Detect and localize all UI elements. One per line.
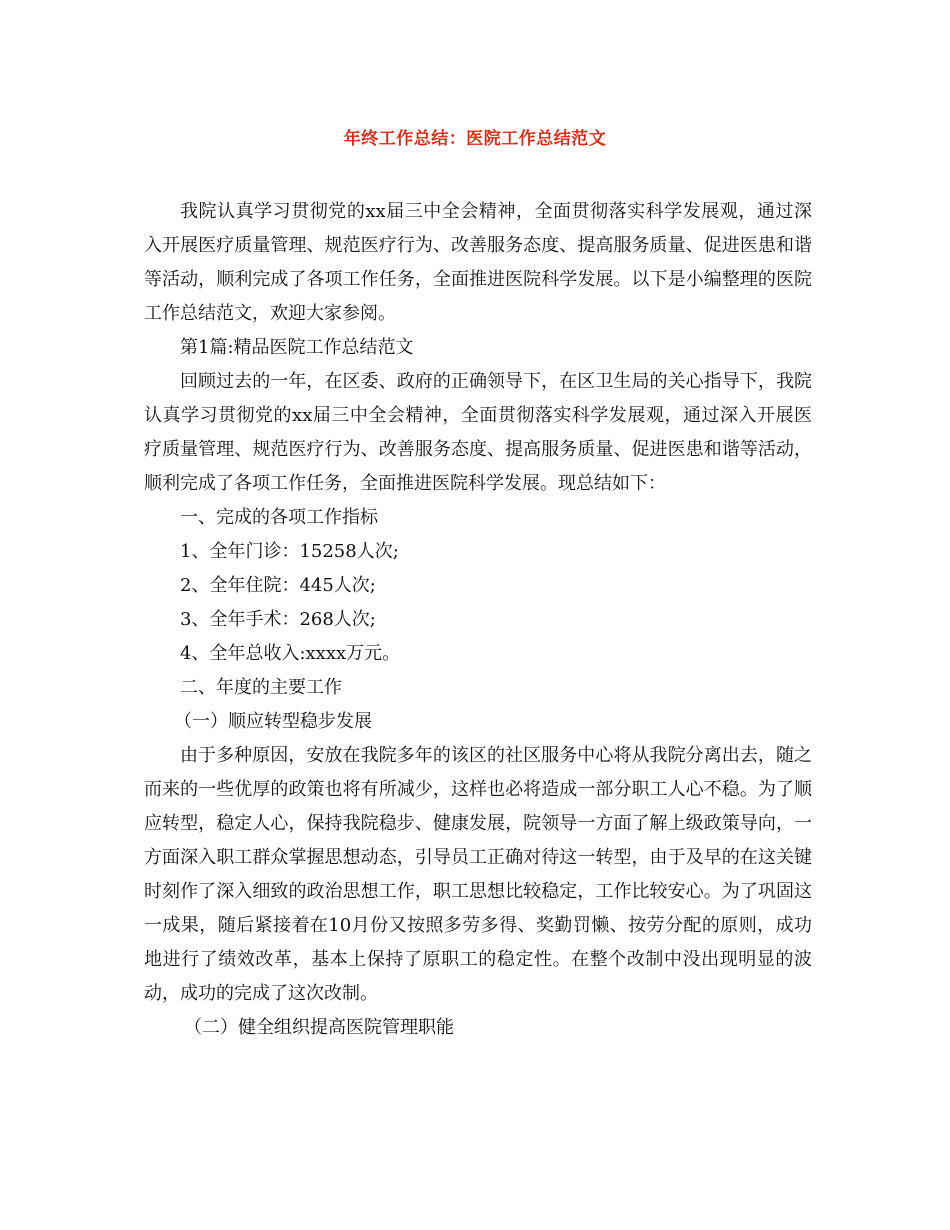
indicator-item-1: 1、全年门诊：15258人次; bbox=[180, 541, 399, 562]
document-title: 年终工作总结：医院工作总结范文 bbox=[343, 129, 607, 149]
indicator-item-3: 3、全年手术：268人次; bbox=[180, 609, 376, 630]
section-heading-2: 二、年度的主要工作 bbox=[180, 677, 342, 698]
indicator-item-2: 2、全年住院：445人次; bbox=[180, 575, 376, 596]
transition-paragraph: 由于多种原因，安放在我院多年的该区的社区服务中心将从我院分离出去，随之而来的一些优厚的政策也将有所减少，这样也必将造成一部分职工人心不稳。为了顺应转型，稳定人心，保持我院稳步、健康发展，院领导一方面了解上级政策导向，一方面深入职工群众掌握思想动态，引导员工正确对待这一转型，由于及早的在这关键时刻作了深入细致的政治思想工作，职工思想比较稳定，工作比较安心。为了巩固这一成果，随后紧接着在10月份又按照多劳多得、奖勤罚懒、按劳分配的原则，成功地进行了绩效改革，基本上保持了原职工的稳定性。在整个改制中没出现明显的波动，成功的完成了这次改制。 bbox=[144, 745, 812, 1004]
article-heading: 第1篇:精品医院工作总结范文 bbox=[180, 337, 414, 358]
section-heading-1: 一、完成的各项工作指标 bbox=[180, 507, 378, 528]
intro-paragraph: 我院认真学习贯彻党的xx届三中全会精神，全面贯彻落实科学发展观，通过深入开展医疗质量管理、规范医疗行为、改善服务态度、提高服务质量、促进医患和谐等活动，顺利完成了各项工作任务，全面推进医院科学发展。以下是小编整理的医院工作总结范文，欢迎大家参阅。 bbox=[144, 201, 812, 324]
document-body bbox=[144, 195, 812, 1045]
subsection-heading-1: （一）顺应转型稳步发展 bbox=[174, 711, 372, 732]
indicator-item-4: 4、全年总收入:xxxx万元。 bbox=[180, 643, 401, 664]
subsection-heading-2: （二）健全组织提高医院管理职能 bbox=[184, 1017, 454, 1038]
review-paragraph: 回顾过去的一年，在区委、政府的正确领导下，在区卫生局的关心指导下，我院认真学习贯彻党的xx届三中全会精神，全面贯彻落实科学发展观，通过深入开展医疗质量管理、规范医疗行为、改善服务态度、提高服务质量、促进医患和谐等活动，顺利完成了各项工作任务，全面推进医院科学发展。现总结如下： bbox=[144, 371, 812, 494]
